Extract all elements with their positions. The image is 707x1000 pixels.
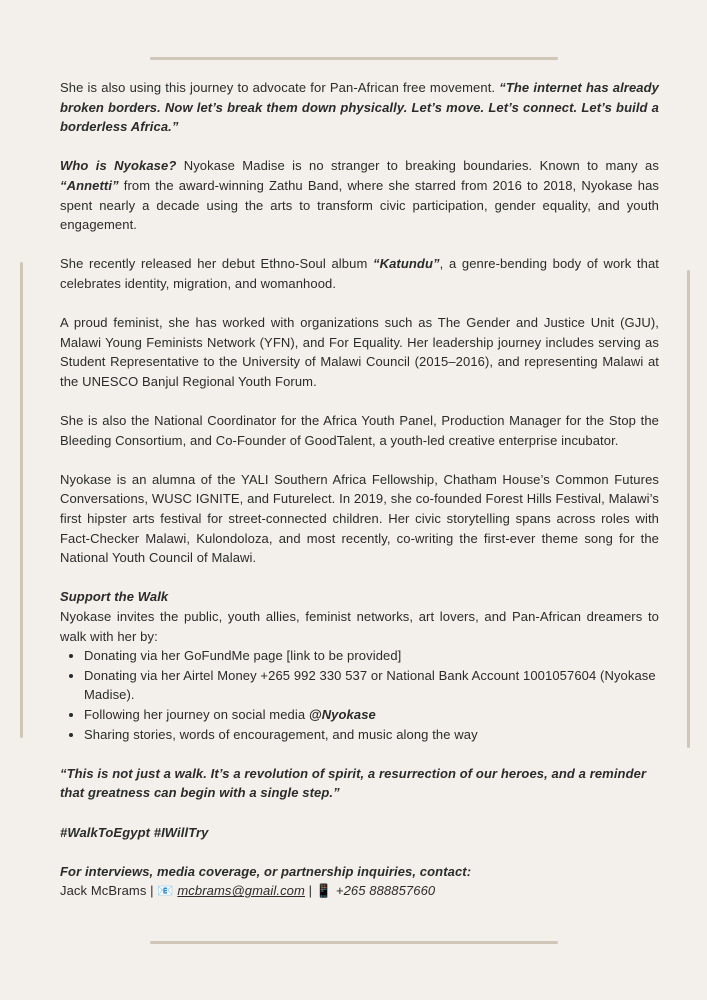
hashtags: #WalkToEgypt #IWillTry xyxy=(60,824,209,840)
contact-line: Jack McBrams | 📧 mcbrams@gmail.com | 📱 +265 888857660 xyxy=(60,883,436,899)
email-icon: 📧 xyxy=(157,883,174,899)
album-title: “Katundu” xyxy=(373,256,440,272)
support-list xyxy=(60,646,659,744)
advocacy-paragraph: She is also using this journey to advocate for Pan-African free movement. “The internet has already broken borders. Now let’s break them down physically. Let’s move. Let’s connect. Let’s build a borderless Africa.” xyxy=(60,80,659,135)
left-decorative-line xyxy=(20,262,23,738)
alumna-paragraph: Nyokase is an alumna of the YALI Southern Africa Fellowship, Chatham House’s Common Futures Conversations, WUSC IGNITE, and Futurelect. In 2019, she co-founded Forest Hills Festival, Malawi’s first hipster arts festival for street-connected children. Her civic storytelling spans across roles with Fact-Checker Malawi, Kulondoloza, and most recently, co-writing the first-ever theme song for the National Youth Council of Malawi. xyxy=(60,471,659,566)
support-intro: Nyokase invites the public, youth allies, feminist networks, art lovers, and Pan-African dreamers to walk with her by: xyxy=(60,609,659,644)
list-item: • Following her journey on social media @Nyokase xyxy=(84,705,659,725)
email-link[interactable]: mcbrams@gmail.com xyxy=(177,883,305,899)
contact-heading: For interviews, media coverage, or partnership inquiries, contact: xyxy=(60,863,472,879)
list-item: • Sharing stories, words of encouragement, and music along the way xyxy=(84,725,659,745)
document-body xyxy=(60,78,659,901)
roles-paragraph: She is also the National Coordinator for the Africa Youth Panel, Production Manager for the Stop the Bleeding Consortium, and Co-Founder of GoodTalent, a youth-led creative enterprise incubator. xyxy=(60,413,659,448)
borderless-quote: “The internet has already broken borders. Now let’s break them down physically. Let’s move. Let’s connect. Let’s build a borderless Africa.” xyxy=(60,80,659,135)
top-decorative-line xyxy=(150,57,558,60)
support-heading: Support the Walk xyxy=(60,589,169,605)
list-item: • Donating via her GoFundMe page [link to be provided] xyxy=(84,646,659,666)
bio-paragraph: Who is Nyokase? Nyokase Madise is no stranger to breaking boundaries. Known to many as “Annetti” from the award-winning Zathu Band, where she starred from 2016 to 2018, Nyokase has spent nearly a decade using the arts to transform civic participation, gender equality, and youth engagement. xyxy=(60,158,659,233)
feminist-paragraph: A proud feminist, she has worked with organizations such as The Gender and Justice Unit (GJU), Malawi Young Feminists Network (YFN), and For Equality. Her leadership journey includes serving as Student Representative to the University of Malawi Council (2015–2016), and representing Malawi at the UNESCO Banjul Regional Youth Forum. xyxy=(60,315,659,389)
right-decorative-line xyxy=(687,270,690,748)
bio-lead: Who is Nyokase? xyxy=(60,158,177,174)
contact-name: Jack McBrams xyxy=(60,883,147,899)
closing-quote: “This is not just a walk. It’s a revolution of spirit, a resurrection of our heroes, and a reminder that greatness can begin with a single step.” xyxy=(60,765,647,801)
list-item: • Donating via her Airtel Money +265 992 330 537 or National Bank Account 1001057604 (Nyokase Madise). xyxy=(84,666,659,705)
stage-name: “Annetti” xyxy=(60,177,119,193)
bottom-decorative-line xyxy=(150,941,558,944)
social-handle[interactable]: @Nyokase xyxy=(308,707,376,722)
album-paragraph: She recently released her debut Ethno-Soul album “Katundu”, a genre-bending body of work that celebrates identity, migration, and womanhood. xyxy=(60,256,659,291)
phone-number: +265 888857660 xyxy=(335,883,436,899)
phone-icon: 📱 xyxy=(315,883,333,899)
